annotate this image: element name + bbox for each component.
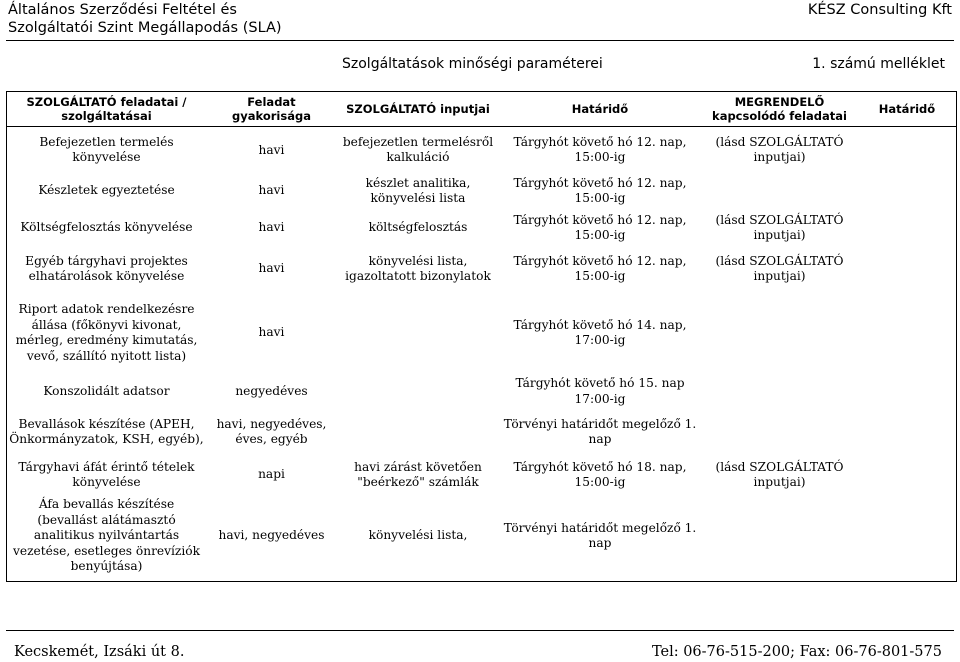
cell-deadline: Tárgyhót követő hó 12. nap, 15:00-ig	[513, 253, 687, 283]
cell-provider-input	[337, 407, 499, 457]
cell-provider-input: befejezetlen termelésről kalkuláció	[342, 134, 494, 165]
cell-provider-input	[337, 376, 499, 407]
cell-client-tasks: (lásd SZOLGÁLTATÓ inputjai)	[715, 134, 844, 165]
cell-deadline: Törvényi határidőt megelőző 1. nap	[503, 520, 697, 550]
cell-deadline: Tárgyhót követő hó 12. nap, 15:00-ig	[513, 175, 687, 205]
cell-deadline: Tárgyhót követő hó 18. nap, 15:00-ig	[513, 459, 687, 489]
cell-deadline: Tárgyhót követő hó 14. nap, 17:00-ig	[513, 317, 687, 347]
cell-task: Készletek egyeztetése	[38, 183, 175, 198]
cell-task: Egyéb tárgyhavi projektes elhatárolások könyvelése	[25, 253, 188, 283]
cell-client-deadline	[858, 126, 956, 174]
cell-deadline: Törvényi határidőt megelőző 1. nap	[503, 416, 697, 446]
cell-client-deadline	[858, 407, 956, 457]
table-row	[7, 208, 956, 248]
header-client-deadline: Határidő	[858, 92, 956, 126]
cell-client-tasks: (lásd SZOLGÁLTATÓ inputjai)	[715, 459, 844, 489]
cell-client-deadline	[858, 493, 956, 579]
table-row	[7, 457, 956, 493]
section-title: Szolgáltatások minőségi paraméterei	[342, 56, 603, 72]
header-divider	[6, 40, 954, 41]
cell-client-deadline	[858, 208, 956, 248]
cell-frequency: havi	[258, 325, 285, 340]
table-row	[7, 290, 956, 376]
header-task: SZOLGÁLTATÓ feladatai / szolgáltatásai	[7, 92, 206, 126]
cell-client-deadline	[858, 376, 956, 407]
cell-task: Költségfelosztás könyvelése	[20, 220, 193, 235]
cell-client-deadline	[858, 174, 956, 208]
cell-provider-input: könyvelési lista, igazoltatott bizonylatok	[345, 253, 491, 283]
cell-client-tasks: (lásd SZOLGÁLTATÓ inputjai)	[715, 253, 844, 283]
footer-address: Kecskemét, Izsáki út 8.	[14, 644, 185, 660]
cell-client-deadline	[858, 290, 956, 376]
sla-table	[7, 92, 956, 579]
cell-provider-input: könyvelési lista,	[368, 528, 468, 543]
table-row	[7, 174, 956, 208]
sla-table-frame	[6, 91, 957, 582]
cell-deadline: Tárgyhót követő hó 12. nap, 15:00-ig	[513, 134, 687, 165]
cell-client-deadline	[858, 248, 956, 290]
cell-provider-input	[337, 290, 499, 376]
document-title-line1: Általános Szerződési Feltétel és	[8, 2, 237, 18]
cell-frequency: havi	[258, 183, 285, 198]
cell-client-tasks: (lásd SZOLGÁLTATÓ inputjai)	[715, 212, 844, 242]
header-provider-input: SZOLGÁLTATÓ inputjai	[337, 92, 499, 126]
table-row	[7, 126, 956, 174]
cell-task: Riport adatok rendelkezésre állása (főkönyvi kivonat, mérleg, eredmény kimutatás, vevő, szállító nyitott lista)	[15, 302, 198, 363]
company-name: KÉSZ Consulting Kft	[807, 2, 952, 18]
header-frequency: Feladat gyakorisága	[206, 92, 337, 126]
footer-contact: Tel: 06-76-515-200; Fax: 06-76-801-575	[651, 644, 942, 660]
cell-deadline: Tárgyhót követő hó 15. nap 17:00-ig	[515, 376, 685, 406]
cell-client-tasks	[701, 290, 858, 376]
annex-label: 1. számú melléklet	[812, 56, 945, 72]
cell-client-tasks	[701, 174, 858, 208]
cell-client-tasks	[701, 493, 858, 579]
page-header	[0, 0, 960, 44]
cell-frequency: negyedéves	[235, 383, 308, 398]
cell-client-tasks	[701, 407, 858, 457]
cell-task: Áfa bevallás készítése (bevallást alátámasztó analitikus nyilvántartás vezetése, esetleges önrevíziók benyújtása)	[13, 497, 200, 574]
table-row	[7, 493, 956, 579]
cell-frequency: havi	[258, 142, 285, 157]
cell-frequency: havi, negyedéves	[218, 528, 325, 543]
header-client-tasks: MEGRENDELŐ kapcsolódó feladatai	[701, 92, 858, 126]
table-row	[7, 376, 956, 407]
cell-frequency: havi	[258, 220, 285, 235]
cell-provider-input: költségfelosztás	[368, 220, 468, 235]
cell-provider-input: készlet analitika, könyvelési lista	[365, 175, 471, 205]
cell-client-tasks	[701, 376, 858, 407]
cell-provider-input: havi zárást követően "beérkező" számlák	[354, 459, 482, 489]
table-row	[7, 407, 956, 457]
cell-client-deadline	[858, 457, 956, 493]
document-title	[8, 1, 282, 37]
cell-task: Konszolidált adatsor	[43, 383, 170, 398]
cell-deadline: Tárgyhót követő hó 12. nap, 15:00-ig	[513, 212, 687, 242]
header-deadline: Határidő	[499, 92, 701, 126]
cell-task: Bevallások készítése (APEH, Önkormányzatok, KSH, egyéb),	[9, 416, 204, 446]
document-title-line2: Szolgáltatói Szint Megállapodás (SLA)	[8, 20, 282, 36]
footer-divider	[6, 630, 954, 631]
cell-frequency: havi, negyedéves, éves, egyéb	[216, 416, 327, 446]
table-header-row	[7, 92, 956, 126]
table-row	[7, 248, 956, 290]
cell-frequency: napi	[258, 467, 285, 482]
cell-frequency: havi	[258, 261, 285, 276]
page-footer	[0, 630, 960, 662]
cell-task: Befejezetlen termelés könyvelése	[39, 134, 174, 165]
cell-task: Tárgyhavi áfát érintő tételek könyvelése	[18, 459, 195, 489]
